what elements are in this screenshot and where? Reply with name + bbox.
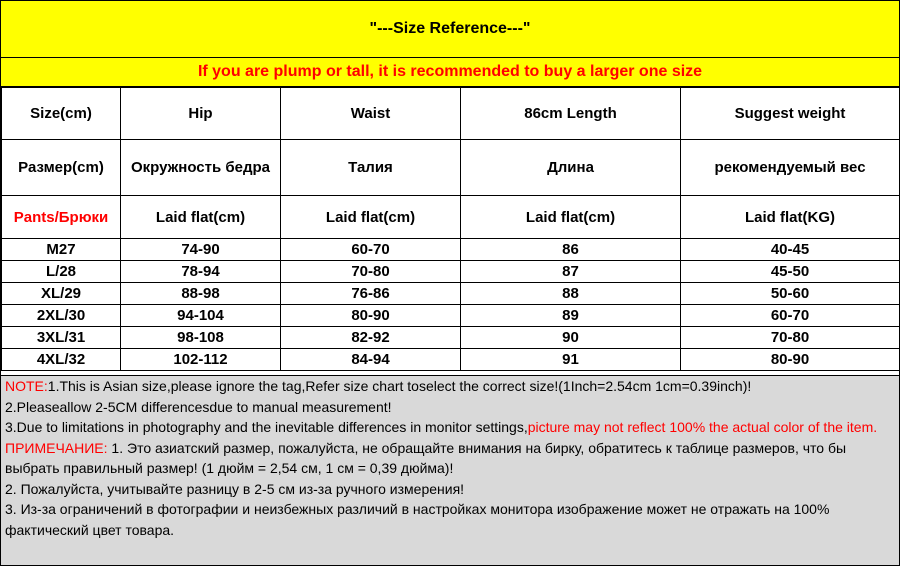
header-weight-flat: Laid flat(KG) (681, 196, 900, 239)
note-2: 2.Pleaseallow 2-5CM differencesdue to manual measurement! (5, 398, 392, 415)
header-size-ru: Размер(cm) (2, 140, 121, 196)
header-row-russian (2, 140, 900, 196)
table-row (2, 327, 900, 349)
cell-waist: 70-80 (281, 261, 461, 283)
cell-size: 4XL/32 (2, 349, 121, 371)
cell-weight: 80-90 (681, 349, 900, 371)
note-1-text: 1.This is Asian size,please ignore the tag,Refer size chart toselect the correct size!(1Inch=2.54cm 1cm=0.39inch)! (47, 378, 752, 394)
note-1 (5, 376, 895, 397)
header-hip: Hip (121, 88, 281, 140)
note-ru-2: 2. Пожалуйста, учитывайте разницу в 2-5 см из-за ручного измерения! (5, 480, 465, 497)
table-row (2, 239, 900, 261)
cell-length: 86 (461, 239, 681, 261)
cell-hip: 94-104 (121, 305, 281, 327)
cell-length: 91 (461, 349, 681, 371)
cell-weight: 50-60 (681, 283, 900, 305)
cell-size: XL/29 (2, 283, 121, 305)
notes-section (1, 375, 899, 565)
cell-waist: 60-70 (281, 239, 461, 261)
cell-length: 90 (461, 327, 681, 349)
cell-waist: 82-92 (281, 327, 461, 349)
cell-weight: 70-80 (681, 327, 900, 349)
cell-weight: 45-50 (681, 261, 900, 283)
header-row-english (2, 88, 900, 140)
note-3 (5, 417, 895, 438)
chart-title: "---Size Reference---" (1, 1, 899, 58)
cell-hip: 74-90 (121, 239, 281, 261)
cell-length: 89 (461, 305, 681, 327)
cell-size: 2XL/30 (2, 305, 121, 327)
cell-waist: 76-86 (281, 283, 461, 305)
table-row (2, 261, 900, 283)
header-waist: Waist (281, 88, 461, 140)
size-table (1, 87, 900, 371)
cell-size: L/28 (2, 261, 121, 283)
cell-waist: 84-94 (281, 349, 461, 371)
cell-size: M27 (2, 239, 121, 261)
header-length: 86cm Length (461, 88, 681, 140)
note-ru-3: 3. Из-за ограничений в фотографии и неизбежных различий в настройках монитора изображение может не отражать на 100% фактический цвет товара. (5, 501, 830, 538)
header-waist-flat: Laid flat(cm) (281, 196, 461, 239)
header-weight: Suggest weight (681, 88, 900, 140)
note-3-warning: picture may not reflect 100% the actual color of the item. (527, 419, 878, 435)
cell-weight: 40-45 (681, 239, 900, 261)
cell-hip: 102-112 (121, 349, 281, 371)
table-row (2, 349, 900, 371)
header-hip-flat: Laid flat(cm) (121, 196, 281, 239)
header-length-ru: Длина (461, 140, 681, 196)
cell-length: 87 (461, 261, 681, 283)
header-size: Size(cm) (2, 88, 121, 140)
note-ru-1-text: 1. Это азиатский размер, пожалуйста, не обращайте внимания на бирку, обратитесь к таблице размеров, что бы выбрать правильный размер! (1 дюйм = 2,54 см, 1 см = 0,39 дюйма)! (5, 439, 847, 476)
cell-hip: 88-98 (121, 283, 281, 305)
header-waist-ru: Талия (281, 140, 461, 196)
cell-hip: 78-94 (121, 261, 281, 283)
header-length-flat: Laid flat(cm) (461, 196, 681, 239)
header-weight-ru: рекомендуемый вес (681, 140, 900, 196)
table-row (2, 283, 900, 305)
cell-weight: 60-70 (681, 305, 900, 327)
note-3-text: 3.Due to limitations in photography and the inevitable differences in monitor settings, (5, 419, 528, 435)
table-row (2, 305, 900, 327)
cell-waist: 80-90 (281, 305, 461, 327)
note-label: NOTE: (5, 378, 48, 394)
header-pants: Pants/Брюки (2, 196, 121, 239)
cell-hip: 98-108 (121, 327, 281, 349)
note-ru-label: ПРИМЕЧАНИЕ: (5, 439, 108, 456)
header-hip-ru: Окружность бедра (121, 140, 281, 196)
note-ru-1 (5, 438, 895, 479)
header-row-measure (2, 196, 900, 239)
cell-size: 3XL/31 (2, 327, 121, 349)
size-recommendation: If you are plump or tall, it is recommended to buy a larger one size (1, 58, 899, 87)
cell-length: 88 (461, 283, 681, 305)
